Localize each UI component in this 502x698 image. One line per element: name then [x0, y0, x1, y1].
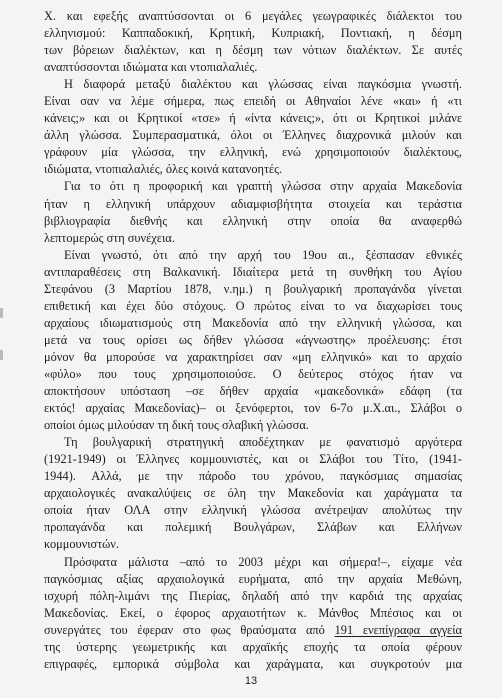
- text-line: των βόρειων διαλέκτων, και η δέσμη των νότιων διαλέκτων. Σε αυτές: [44, 43, 462, 58]
- text-line: επιθετική και έχει δύο στόχους. Ο πρώτος είναι το να διαχωρίσει τους: [44, 298, 462, 313]
- underlined-phrase: 191 ενεπίγραφα αγγεία: [334, 622, 462, 637]
- margin-mark: [0, 308, 3, 318]
- text-line: Είναι σαν να λέμε σήμερα, πως επειδή οι Αθηναίοι λένε «και» ή «τι: [44, 94, 462, 109]
- text-line: [44, 622, 462, 639]
- text-line: μόνον θα μπορούσε να χαρακτηρίσει σαν «μη ελληνικό» και το αρχαίο: [44, 349, 462, 364]
- text-line: αρχαιολογικές ανακαλύψεις σε όλη την Μακεδονία και χαράγματα τα: [44, 486, 462, 501]
- text-line: Στεφάνου (3 Μαρτίου 1878, ν.ημ.) η βουλγαρική προπαγάνδα γίνεται: [44, 281, 462, 296]
- text-line: ιδιώματα, ντοπιαλαλιές, όλες κοινά κατανοητές.: [44, 162, 283, 177]
- text-line: γράφουν μία γλώσσα, την ελληνική, ενώ χρησιμοποιούν διαλέκτους,: [44, 145, 462, 160]
- text-line: αντιπαραθέσεις στη Βαλκανική. Ιδιαίτερα μετά τη συνθήκη του Αγίου: [44, 264, 462, 279]
- text-line: ισχυρή πόλη-λιμάνι της Πιερίας, δηλαδή από την καρδιά της αρχαίας: [44, 588, 462, 603]
- text-line: αναπτύσσονται ιδιώματα και ντοπιαλαλιές.: [44, 60, 258, 75]
- text-line: οποία ήταν ΟΛΑ στην ελληνική γλώσσα ανέτρεψαν απολύτως την: [44, 503, 462, 518]
- text-line: ελληνισμού: Καππαδοκική, Κρητική, Κυπριακή, Ποντιακή, η δέσμη: [44, 26, 462, 41]
- text-line: μετά να τους ορίσει ως δήθεν γλώσσα «άγνωστης» προέλευσης: έτσι: [44, 332, 462, 347]
- text-line: ήταν η ελληνική υπάρχουν αδιαμφισβήτητα στοιχεία και τεράστια: [44, 196, 462, 211]
- text-line: παγκόσμιας αξίας αρχαιολογικά ευρήματα, από την αρχαία Μεθώνη,: [44, 571, 462, 586]
- text-line: Είναι γνωστό, ότι από την αρχή του 19ου αι., ξέσπασαν εθνικές: [64, 247, 462, 262]
- text-fragment: συνεργάτες του έφεραν στο φως θραύσματα από: [44, 622, 335, 637]
- text-line: άλλη γλώσσα. Συμπερασματικά, όλοι οι Έλληνες διαχρονικά μιλούν και: [44, 128, 462, 143]
- text-line: Η διαφορά μεταξύ διαλέκτου και γλώσσας είναι παγκόσμια γνωστή.: [64, 77, 462, 92]
- text-line: κομμουνιστών.: [44, 537, 119, 552]
- text-line: Χ. και εφεξής αναπτύσσονται οι 6 μεγάλες γεωγραφικές διάλεκτοι του: [44, 9, 462, 23]
- text-line: επιγραφές, εμπορικά σύμβολα και χαράγματα, και συγκροτούν μια: [44, 656, 462, 671]
- text-line: της ύστερης γεωμετρικής και αρχαϊκής εποχής τα οποία φέρουν: [44, 639, 462, 654]
- text-line: Μακεδονίας. Εκεί, ο έφορος αρχαιοτήτων κ. Μάνθος Μπέσιος και οι: [44, 605, 462, 620]
- text-line: λεπτομερώς στη συνέχεια.: [44, 230, 175, 245]
- text-line: αρχαίους ιδιωματισμούς στη Μακεδονία από την ελληνική γλώσσα, και: [44, 315, 462, 330]
- body-text: [44, 8, 462, 673]
- text-line: (1921-1949) οι Έλληνες κομμουνιστές, και οι Σλάβοι του Τίτο, (1941-: [44, 452, 462, 467]
- page-number: 13: [244, 675, 258, 687]
- margin-mark: [0, 350, 3, 360]
- text-line: εκτός! αρχαίας Μακεδονίας)– οι ξενόφερτοι, τον 6-7ο μ.Χ.αι., Σλάβοι ο: [44, 401, 462, 416]
- text-line: κάνεις;» και οι Κρητικοί «τσε» ή «ίντα κάνεις;», ότι οι Κρητικοί μιλάνε: [44, 111, 462, 126]
- text-line: Τη βουλγαρική στρατηγική αποδέχτηκαν με φανατισμό αργότερα: [64, 435, 462, 450]
- text-line: Πρόσφατα μάλιστα –από το 2003 μέχρι και σήμερα!–, είχαμε νέα: [64, 554, 462, 569]
- text-line: προπαγάνδα και πολεμική Βουλγάρων, Σλάβων και Ελλήνων: [44, 520, 462, 535]
- text-line: οποίοι όμως μιλούσαν τη δική τους σλαβική γλώσσα.: [44, 418, 309, 433]
- text-line: αποκτήσουν υπόσταση –σε δήθεν αρχαία «μακεδονικά» εδάφη (τα: [44, 384, 462, 399]
- text-line: 1944). Αλλά, με την πάροδο του χρόνου, παγκόσμιας σημασίας: [44, 469, 462, 484]
- text-line: βιβλιογραφία διεθνής και ελληνική στην οποία θα αναφερθώ: [44, 213, 462, 228]
- text-line: Για το ότι η προφορική και γραπτή γλώσσα στην αρχαία Μακεδονία: [64, 179, 462, 194]
- text-line: «φύλο» που τους χρησιμοποιούσε. Ο δεύτερος στόχος ήταν να: [44, 366, 462, 381]
